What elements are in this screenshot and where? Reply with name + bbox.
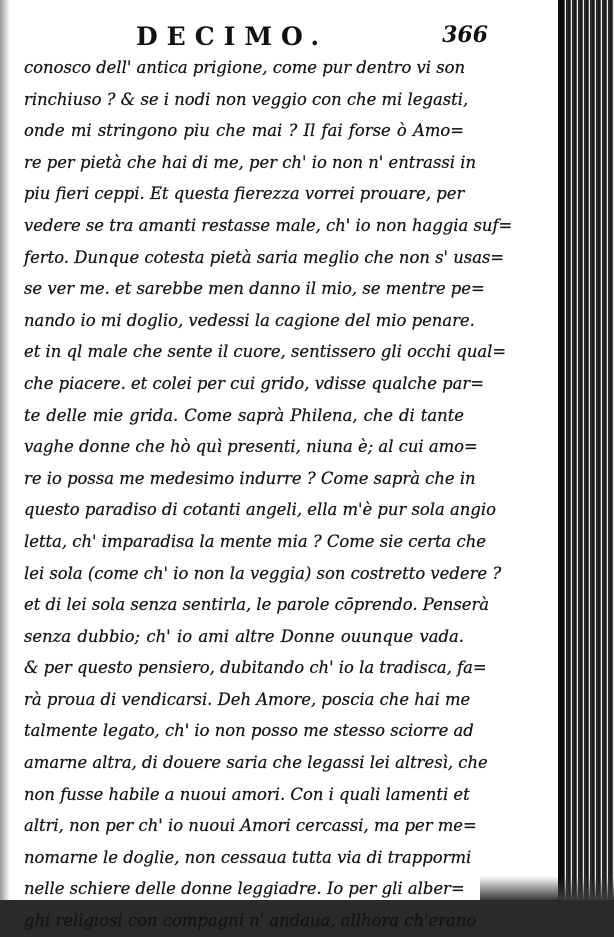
text-line: ferto. Dunque cotesta pietà saria meglio che non s' usas=: [24, 247, 505, 267]
text-line: amarne altra, di douere saria che legassi lei altresì, che: [24, 753, 488, 773]
text-line: lei sola (come ch' io non la veggia) son costretto vedere ?: [24, 563, 502, 583]
text-line: letta, ch' imparadisa la mente mia ? Come sie certa che: [24, 531, 486, 551]
text-line: vaghe donne che hò quì presenti, niuna è; al cui amo=: [24, 437, 478, 457]
body-text: [24, 52, 513, 937]
text-line: se ver me. et sarebbe men danno il mio, se mentre pe=: [24, 279, 485, 299]
text-line: nelle schiere delle donne leggiadre. Io per gli alber=: [24, 879, 465, 899]
page-fore-edge: [562, 0, 614, 900]
text-line: & per questo pensiero, dubitando ch' io la tradisca, fa=: [24, 658, 487, 678]
page-bottom-shadow: [480, 876, 614, 900]
text-line: te delle mie grida. Come saprà Philena, che di tante: [24, 405, 464, 425]
text-line: et in ql male che sente il cuore, sentissero gli occhi qual=: [24, 342, 507, 362]
running-head: [90, 22, 490, 54]
text-line: altri, non per ch' io nuoui Amori cercassi, ma per me=: [24, 816, 477, 836]
text-line: et di lei sola senza sentirla, le parole cōprendo. Penserà: [24, 595, 490, 615]
text-line: conosco dell' antica prigione, come pur dentro vi son: [24, 58, 466, 77]
text-line: re per pietà che hai di me, per ch' io non n' entrassi in: [24, 152, 477, 172]
text-line: piu fieri ceppi. Et questa fierezza vorrei prouare, per: [24, 184, 465, 204]
text-line: non fusse habile a nuoui amori. Con i quali lamenti et: [24, 784, 470, 804]
text-line: talmente legato, ch' io non posso me stesso sciorre ad: [24, 721, 474, 741]
text-line: nomarne le doglie, non cessaua tutta via di trappormi: [24, 847, 472, 867]
text-line: vedere se tra amanti restasse male, ch' io non haggia suf=: [24, 215, 513, 235]
text-line: re io possa me medesimo indurre ? Come saprà che in: [24, 468, 476, 488]
text-line: rinchiuso ? & se i nodi non veggio con che mi legasti,: [24, 89, 469, 109]
page-number: 366: [442, 22, 488, 48]
text-line: rà proua di vendicarsi. Deh Amore, poscia che hai me: [24, 689, 471, 709]
text-line: nando io mi doglio, vedessi la cagione del mio penare.: [24, 310, 475, 330]
page-gutter-shadow: [0, 0, 10, 900]
text-line: ghi religiosi con compagni n' andaua, allhora ch'erano: [24, 911, 477, 931]
text-line: che piacere. et colei per cui grido, vdisse qualche par=: [24, 373, 484, 393]
text-line: onde mi stringono piu che mai ? Il fai forse ò Amo=: [24, 121, 464, 141]
running-head-title: DECIMO.: [136, 22, 329, 51]
text-line: questo paradiso di cotanti angeli, ella m'è pur sola angio: [24, 500, 496, 520]
text-line: senza dubbio; ch' io ami altre Donne ouunque vada.: [24, 626, 464, 646]
